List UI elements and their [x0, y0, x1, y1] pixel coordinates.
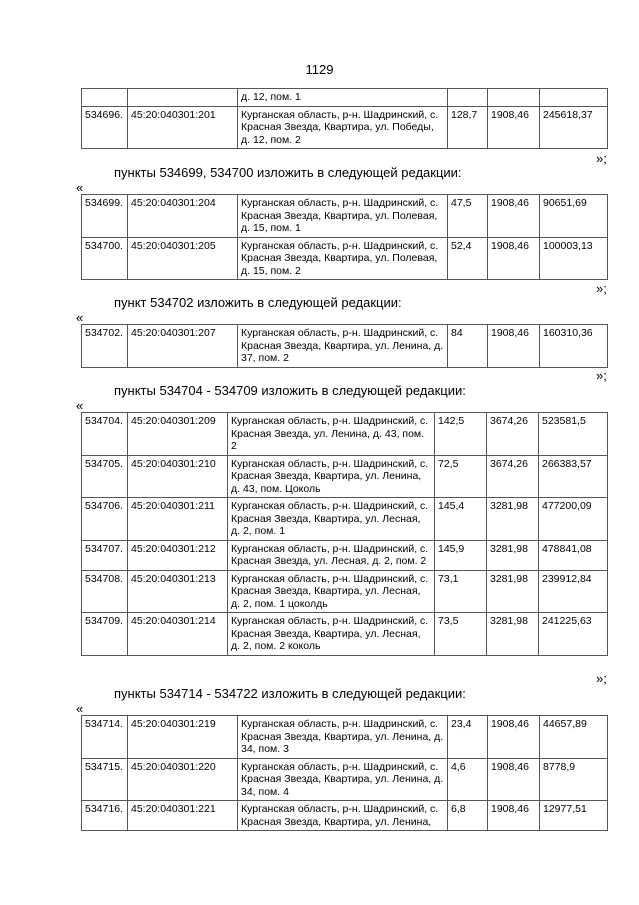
row-number: 534699. — [82, 195, 128, 238]
value — [540, 89, 608, 107]
table-block0 — [81, 88, 608, 149]
row-number: 534700. — [82, 237, 128, 280]
price: 1908,46 — [488, 195, 540, 238]
value: 90651,69 — [540, 195, 608, 238]
open-quote: « — [76, 701, 84, 716]
table-row — [82, 570, 608, 613]
address: Курганская область, р-н. Шадринский, с. Красная Звезда, Квартира, ул. Ленина, д. 34, пом. 4 — [238, 758, 448, 801]
address: Курганская область, р-н. Шадринский, с. Красная Звезда, Квартира, ул. Полевая, д. 15, пом. 2 — [238, 237, 448, 280]
value: 12977,51 — [540, 801, 608, 831]
price: 3281,98 — [487, 498, 539, 541]
address: Курганская область, р-н. Шадринский, с. Красная Звезда, Квартира, ул. Ленина, д. 34, пом. 3 — [238, 716, 448, 759]
row-number: 534702. — [82, 325, 128, 368]
cadastral-number: 45:20:040301:214 — [128, 613, 228, 656]
price: 1908,46 — [488, 716, 540, 759]
section-heading: пункты 534699, 534700 изложить в следующей редакции: — [114, 165, 462, 180]
open-quote: « — [76, 310, 84, 325]
value: 100003,13 — [540, 237, 608, 280]
area: 47,5 — [448, 195, 488, 238]
price: 3281,98 — [487, 570, 539, 613]
row-number: 534709. — [82, 613, 128, 656]
cadastral-number: 45:20:040301:201 — [128, 106, 238, 149]
table-row — [82, 801, 608, 831]
address: Курганская область, р-н. Шадринский, с. Красная Звезда, Квартира, ул. Полевая, д. 15, пом. 1 — [238, 195, 448, 238]
price: 1908,46 — [488, 325, 540, 368]
price: 1908,46 — [488, 758, 540, 801]
row-number — [82, 89, 128, 107]
open-quote: « — [76, 398, 84, 413]
price: 3674,26 — [487, 455, 539, 498]
price: 1908,46 — [488, 106, 540, 149]
address: Курганская область, р-н. Шадринский, с. Красная Звезда, Квартира, ул. Лесная, д. 2, пом. 2 коколь — [228, 613, 435, 656]
row-number: 534696. — [82, 106, 128, 149]
address: Курганская область, р-н. Шадринский, с. Красная Звезда, Квартира, ул. Лесная, д. 2, пом. 1 — [228, 498, 435, 541]
close-quote: »; — [596, 281, 607, 296]
value: 44657,89 — [540, 716, 608, 759]
table-row — [82, 413, 608, 456]
area: 52,4 — [448, 237, 488, 280]
section-heading: пункты 534704 - 534709 изложить в следующей редакции: — [114, 383, 466, 398]
area: 4,6 — [448, 758, 488, 801]
value: 478841,08 — [539, 540, 608, 570]
close-quote: »; — [596, 368, 607, 383]
price: 3281,98 — [487, 613, 539, 656]
price: 3281,98 — [487, 540, 539, 570]
table-row — [82, 455, 608, 498]
cadastral-number: 45:20:040301:207 — [128, 325, 238, 368]
cadastral-number: 45:20:040301:210 — [128, 455, 228, 498]
area: 73,1 — [435, 570, 487, 613]
area: 145,9 — [435, 540, 487, 570]
price: 1908,46 — [488, 801, 540, 831]
table-row — [82, 540, 608, 570]
cadastral-number: 45:20:040301:221 — [128, 801, 238, 831]
table-row — [82, 758, 608, 801]
table-section4 — [81, 715, 608, 831]
cadastral-number: 45:20:040301:219 — [128, 716, 238, 759]
cadastral-number: 45:20:040301:209 — [128, 413, 228, 456]
value: 266383,57 — [539, 455, 608, 498]
cadastral-number: 45:20:040301:205 — [128, 237, 238, 280]
value: 477200,09 — [539, 498, 608, 541]
area: 84 — [448, 325, 488, 368]
row-number: 534705. — [82, 455, 128, 498]
table-row — [82, 498, 608, 541]
price — [488, 89, 540, 107]
table-row — [82, 613, 608, 656]
area: 72,5 — [435, 455, 487, 498]
price: 1908,46 — [488, 237, 540, 280]
table-row — [82, 89, 608, 107]
value: 241225,63 — [539, 613, 608, 656]
area: 6,8 — [448, 801, 488, 831]
section-heading: пункты 534714 - 534722 изложить в следующей редакции: — [114, 686, 466, 701]
address: Курганская область, р-н. Шадринский, с. Красная Звезда, ул. Лесная, д. 2, пом. 2 — [228, 540, 435, 570]
address: Курганская область, р-н. Шадринский, с. Красная Звезда, Квартира, ул. Ленина, д. 43, пом. Цоколь — [228, 455, 435, 498]
row-number: 534707. — [82, 540, 128, 570]
table-row — [82, 106, 608, 149]
address: Курганская область, р-н. Шадринский, с. Красная Звезда, Квартира, ул. Лесная, д. 2, пом. 1 цоколдь — [228, 570, 435, 613]
row-number: 534704. — [82, 413, 128, 456]
address: Курганская область, р-н. Шадринский, с. Красная Звезда, Квартира, ул. Ленина, — [238, 801, 448, 831]
address: Курганская область, р-н. Шадринский, с. Красная Звезда, ул. Ленина, д. 43, пом. 2 — [228, 413, 435, 456]
area — [448, 89, 488, 107]
close-quote: »; — [596, 151, 607, 166]
address: д. 12, пом. 1 — [238, 89, 448, 107]
cadastral-number: 45:20:040301:212 — [128, 540, 228, 570]
row-number: 534706. — [82, 498, 128, 541]
table-section1 — [81, 194, 608, 280]
value: 523581,5 — [539, 413, 608, 456]
cadastral-number: 45:20:040301:220 — [128, 758, 238, 801]
row-number: 534708. — [82, 570, 128, 613]
area: 73,5 — [435, 613, 487, 656]
row-number: 534716. — [82, 801, 128, 831]
value: 239912,84 — [539, 570, 608, 613]
table-row — [82, 237, 608, 280]
address: Курганская область, р-н. Шадринский, с. Красная Звезда, Квартира, ул. Ленина, д. 37, пом. 2 — [238, 325, 448, 368]
area: 145,4 — [435, 498, 487, 541]
row-number: 534715. — [82, 758, 128, 801]
row-number: 534714. — [82, 716, 128, 759]
table-section3 — [81, 412, 608, 656]
cadastral-number — [128, 89, 238, 107]
address: Курганская область, р-н. Шадринский, с. Красная Звезда, Квартира, ул. Победы, д. 12, пом. 2 — [238, 106, 448, 149]
open-quote: « — [76, 180, 84, 195]
area: 23,4 — [448, 716, 488, 759]
section-heading: пункт 534702 изложить в следующей редакции: — [114, 295, 402, 310]
price: 3674,26 — [487, 413, 539, 456]
table-row — [82, 195, 608, 238]
value: 8778,9 — [540, 758, 608, 801]
close-quote: »; — [596, 671, 607, 686]
area: 128,7 — [448, 106, 488, 149]
cadastral-number: 45:20:040301:213 — [128, 570, 228, 613]
value: 245618,37 — [540, 106, 608, 149]
table-row — [82, 325, 608, 368]
area: 142,5 — [435, 413, 487, 456]
value: 160310,36 — [540, 325, 608, 368]
cadastral-number: 45:20:040301:204 — [128, 195, 238, 238]
table-section2 — [81, 324, 608, 368]
page-number: 1129 — [305, 62, 334, 77]
cadastral-number: 45:20:040301:211 — [128, 498, 228, 541]
table-row — [82, 716, 608, 759]
